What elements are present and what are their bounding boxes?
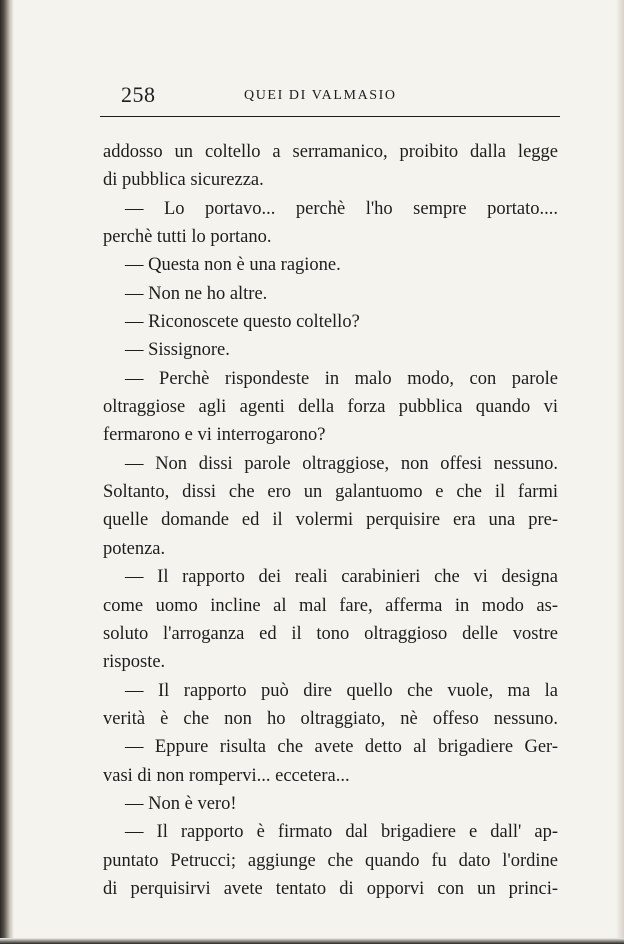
text-line: verità è che non ho oltraggiato, nè offeso nessuno. xyxy=(103,708,558,729)
text-line: — Il rapporto dei reali carabinieri che vi designa xyxy=(125,567,558,588)
book-spine-shadow xyxy=(0,0,14,944)
text-line: — Lo portavo... perchè l'ho sempre portato.... xyxy=(125,198,558,219)
text-line: — Non ne ho altre. xyxy=(125,283,268,304)
text-line: — Il rapporto è firmato dal brigadiere e dall' ap- xyxy=(125,822,558,843)
text-line: di pubblica sicurezza. xyxy=(103,170,264,191)
text-line: risposte. xyxy=(103,652,166,673)
text-line: — Il rapporto può dire quello che vuole, ma la xyxy=(125,680,558,701)
body-text xyxy=(103,138,558,903)
header-rule xyxy=(100,116,560,117)
text-line: oltraggiose agli agenti della forza pubblica quando vi xyxy=(103,397,558,418)
text-line: vasi di non rompervi... eccetera... xyxy=(103,765,350,786)
text-line: quelle domande ed il volermi perquisire era una pre- xyxy=(103,510,558,531)
text-line: — Questa non è una ragione. xyxy=(125,255,341,276)
page-header xyxy=(113,80,560,114)
text-line: — Eppure risulta che avete detto al brigadiere Ger- xyxy=(125,737,558,758)
text-line: — Perchè rispondeste in malo modo, con parole xyxy=(125,368,558,389)
text-line: potenza. xyxy=(103,538,166,559)
page-right-edge xyxy=(616,0,624,944)
text-line: puntato Petrucci; aggiunge che quando fu dato l'ordine xyxy=(103,850,558,871)
text-line: perchè tutti lo portano. xyxy=(103,227,272,248)
page-number: 258 xyxy=(121,82,156,107)
running-title: QUEI DI VALMASIO xyxy=(244,88,397,103)
text-line: addosso un coltello a serramanico, proibito dalla legge xyxy=(103,142,558,162)
text-line: Soltanto, dissi che ero un galantuomo e che il farmi xyxy=(103,482,558,503)
text-line: — Non dissi parole oltraggiose, non offesi nessuno. xyxy=(125,453,558,474)
text-line: — Non è vero! xyxy=(125,793,237,814)
text-line: fermarono e vi interrogarono? xyxy=(103,425,326,446)
text-line: soluto l'arroganza ed il tono oltraggioso delle vostre xyxy=(103,623,558,644)
page-bottom-edge xyxy=(0,938,624,944)
text-line: di perquisirvi avete tentato di opporvi con un princi- xyxy=(103,878,558,899)
text-line: — Riconoscete questo coltello? xyxy=(125,312,360,333)
text-line: come uomo incline al mal fare, afferma in modo as- xyxy=(103,595,558,616)
text-line: — Sissignore. xyxy=(125,340,230,361)
